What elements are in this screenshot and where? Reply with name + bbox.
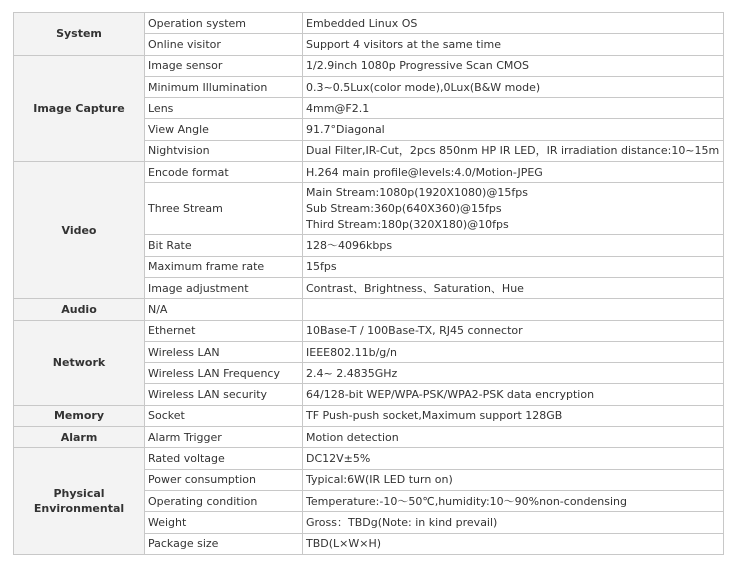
value-cell: 0.3~0.5Lux(color mode),0Lux(B&W mode) (303, 76, 724, 97)
param-cell: Alarm Trigger (145, 427, 303, 448)
category-video: Video (14, 162, 145, 299)
value-cell: Support 4 visitors at the same time (303, 34, 724, 55)
table-row (14, 405, 724, 426)
param-cell: Rated voltage (145, 448, 303, 469)
table-row (14, 427, 724, 448)
value-cell: 91.7°Diagonal (303, 119, 724, 140)
param-cell: Socket (145, 405, 303, 426)
param-cell: Image adjustment (145, 277, 303, 298)
param-cell: N/A (145, 299, 303, 320)
value-cell: 64/128-bit WEP/WPA-PSK/WPA2-PSK data encryption (303, 384, 724, 405)
value-cell: 1/2.9inch 1080p Progressive Scan CMOS (303, 55, 724, 76)
table-row (14, 13, 724, 34)
value-cell: 15fps (303, 256, 724, 277)
value-cell (303, 299, 724, 320)
param-cell: Encode format (145, 162, 303, 183)
param-cell: View Angle (145, 119, 303, 140)
value-cell: 10Base-T / 100Base-TX, RJ45 connector (303, 320, 724, 341)
param-cell: Weight (145, 512, 303, 533)
table-row (14, 162, 724, 183)
category-physical-environmental: Physical Environmental (14, 448, 145, 554)
category-alarm: Alarm (14, 427, 145, 448)
param-cell: Three Stream (145, 183, 303, 235)
param-cell: Wireless LAN Frequency (145, 363, 303, 384)
param-cell: Bit Rate (145, 235, 303, 256)
category-audio: Audio (14, 299, 145, 320)
value-cell: Temperature:-10～50℃,humidity:10～90%non-condensing (303, 490, 724, 511)
main-stream-text: Main Stream:1080p(1920X1080)@15fps (306, 185, 528, 199)
value-cell: Typical:6W(IR LED turn on) (303, 469, 724, 490)
value-cell: Dual Filter,IR-Cut，2pcs 850nm HP IR LED，IR irradiation distance:10~15m (303, 140, 724, 161)
param-cell: Power consumption (145, 469, 303, 490)
param-cell: Operating condition (145, 490, 303, 511)
value-cell: TF Push-push socket,Maximum support 128GB (303, 405, 724, 426)
value-cell: 2.4~ 2.4835GHz (303, 363, 724, 384)
value-cell: H.264 main profile@levels:4.0/Motion-JPEG (303, 162, 724, 183)
param-cell: Lens (145, 98, 303, 119)
value-cell: Motion detection (303, 427, 724, 448)
category-image-capture: Image Capture (14, 55, 145, 161)
value-cell: Embedded Linux OS (303, 13, 724, 34)
param-cell: Package size (145, 533, 303, 554)
param-cell: Operation system (145, 13, 303, 34)
value-cell: Contrast、Brightness、Saturation、Hue (303, 277, 724, 298)
param-cell: Wireless LAN security (145, 384, 303, 405)
value-cell: DC12V±5% (303, 448, 724, 469)
table-row (14, 320, 724, 341)
value-cell (303, 183, 724, 235)
param-cell: Ethernet (145, 320, 303, 341)
third-stream-text: Third Stream:180p(320X180)@10fps (306, 217, 509, 231)
sub-stream-text: Sub Stream:360p(640X360)@15fps (306, 201, 502, 215)
param-cell: Wireless LAN (145, 341, 303, 362)
param-cell: Minimum Illumination (145, 76, 303, 97)
param-cell: Nightvision (145, 140, 303, 161)
param-cell: Online visitor (145, 34, 303, 55)
spec-table (13, 12, 724, 555)
category-memory: Memory (14, 405, 145, 426)
category-network: Network (14, 320, 145, 405)
value-cell: Gross：TBDg(Note: in kind prevail) (303, 512, 724, 533)
value-cell: 128～4096kbps (303, 235, 724, 256)
table-row (14, 448, 724, 469)
table-row (14, 299, 724, 320)
value-cell: IEEE802.11b/g/n (303, 341, 724, 362)
param-cell: Image sensor (145, 55, 303, 76)
table-row (14, 55, 724, 76)
param-cell: Maximum frame rate (145, 256, 303, 277)
value-cell: 4mm@F2.1 (303, 98, 724, 119)
value-cell: TBD(L×W×H) (303, 533, 724, 554)
category-system: System (14, 13, 145, 56)
